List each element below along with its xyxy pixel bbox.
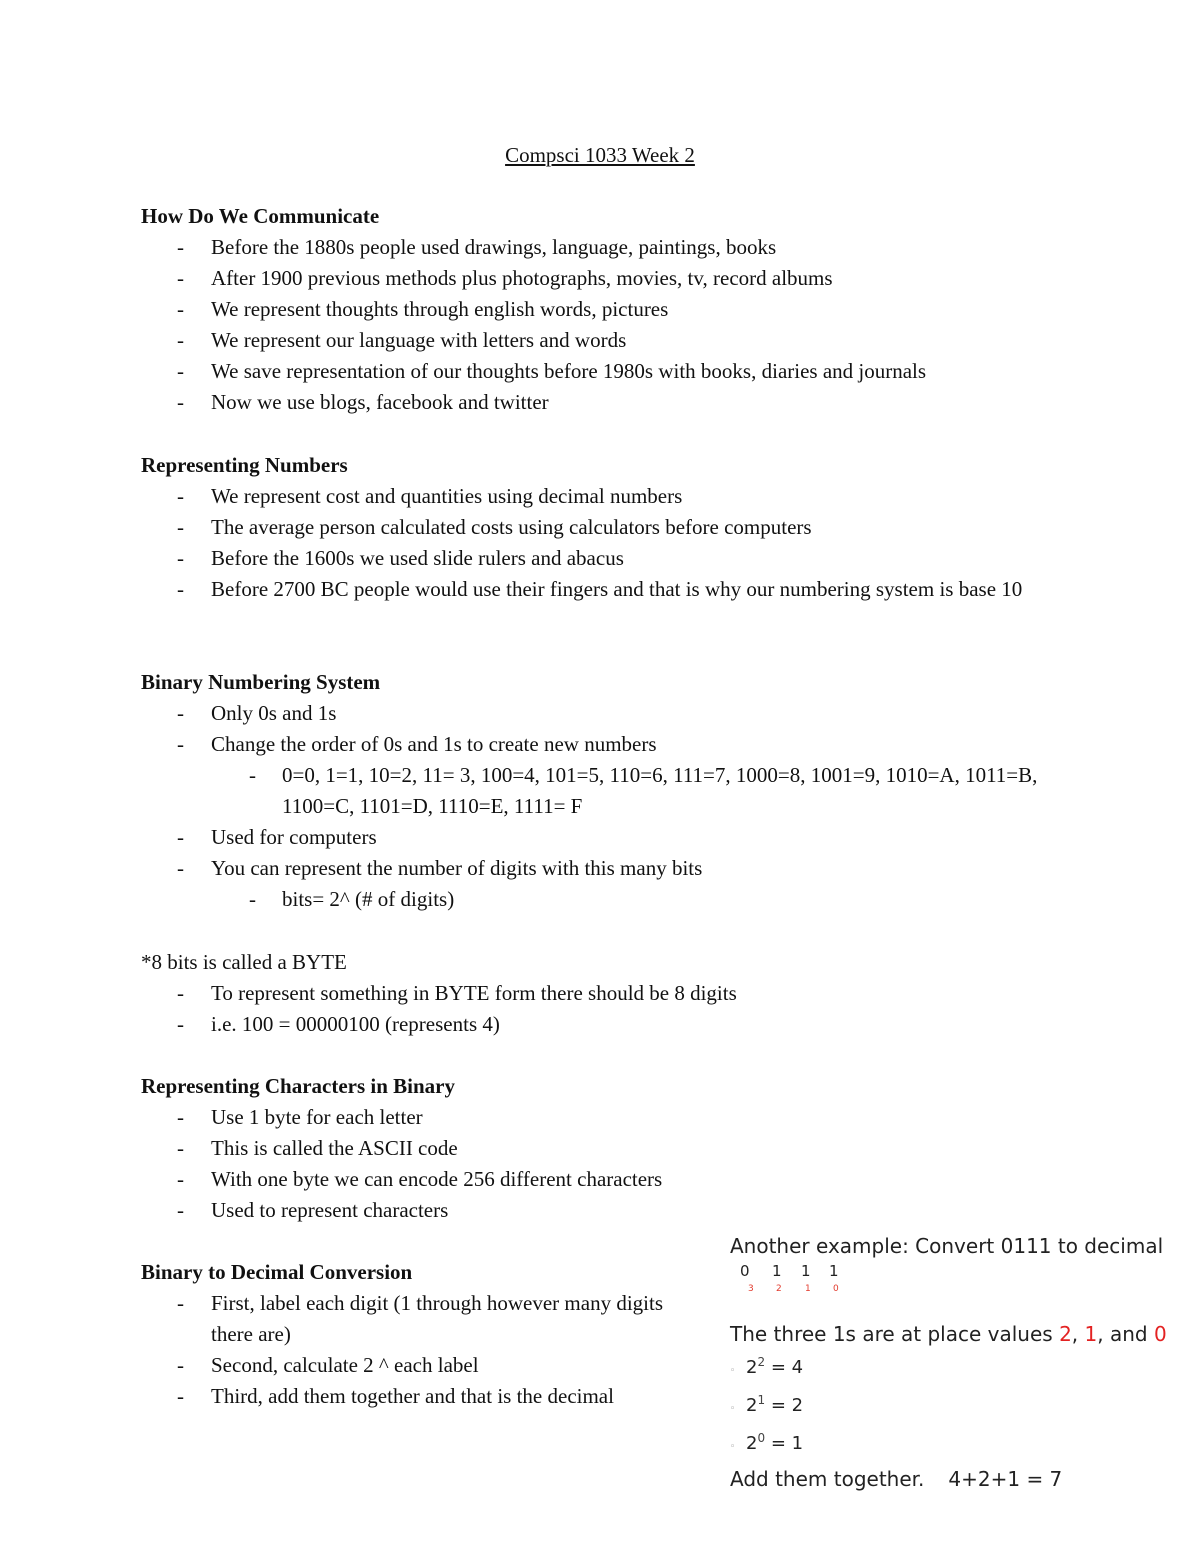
bullet-list	[141, 978, 1061, 1040]
list-item: - Before the 1600s we used slide rulers and abacus	[141, 543, 1061, 574]
sum-result: 4+2+1 = 7	[948, 1467, 1063, 1491]
page-title: Compsci 1033 Week 2	[505, 143, 695, 167]
power-base: 2	[746, 1433, 758, 1454]
digit: 0	[740, 1262, 750, 1280]
power-result: = 1	[765, 1433, 804, 1454]
bullet-icon: ◦	[730, 1366, 736, 1376]
bullet-list	[141, 698, 1061, 915]
list-item: - First, label each digit (1 through however many digits there are)	[141, 1288, 671, 1350]
place-value: 1	[1084, 1322, 1098, 1346]
section-binary-numbering	[141, 667, 1061, 915]
section-binary-to-decimal	[141, 1257, 701, 1412]
section-heading: Representing Numbers	[141, 453, 348, 477]
list-item: - Now we use blogs, facebook and twitter	[141, 387, 1061, 418]
sub-list-item: - bits= 2^ (# of digits)	[141, 884, 1061, 915]
list-item: - Before the 1880s people used drawings, language, paintings, books	[141, 232, 1061, 263]
section-heading: Binary to Decimal Conversion	[141, 1260, 413, 1284]
place-label: 1	[805, 1284, 811, 1294]
list-item: - Third, add them together and that is the decimal	[141, 1381, 671, 1412]
list-item: - After 1900 previous methods plus photographs, movies, tv, record albums	[141, 263, 1061, 294]
section-heading: Representing Characters in Binary	[141, 1074, 456, 1098]
power-row	[730, 1348, 1170, 1386]
bullet-icon: ◦	[730, 1442, 736, 1452]
place-values-text: The three 1s are at place values	[730, 1322, 1060, 1346]
list-item: - The average person calculated costs using calculators before computers	[141, 512, 1061, 543]
bullet-list	[141, 481, 1061, 605]
list-item: - We represent our language with letters and words	[141, 325, 1061, 356]
separator: , and	[1097, 1322, 1154, 1346]
bullet-icon: ◦	[730, 1404, 736, 1414]
list-item: - Used for computers	[141, 822, 1061, 853]
example-place-labels	[730, 1282, 1170, 1304]
list-item: - This is called the ASCII code	[141, 1133, 1061, 1164]
place-label: 0	[833, 1284, 839, 1294]
digit: 1	[801, 1262, 811, 1280]
list-item: - We represent thoughts through english words, pictures	[141, 294, 1061, 325]
list-item: - We save representation of our thoughts before 1980s with books, diaries and journals	[141, 356, 1061, 387]
power-row	[730, 1386, 1170, 1424]
power-base: 2	[746, 1395, 758, 1416]
power-exponent: 2	[757, 1355, 766, 1369]
separator: ,	[1071, 1322, 1085, 1346]
power-row	[730, 1424, 1170, 1462]
power-base: 2	[746, 1357, 758, 1378]
list-item: - i.e. 100 = 00000100 (represents 4)	[141, 1009, 1061, 1040]
place-value: 0	[1153, 1322, 1167, 1346]
list-item: - Only 0s and 1s	[141, 698, 1061, 729]
bullet-list	[141, 1288, 701, 1412]
list-item: - Before 2700 BC people would use their fingers and that is why our numbering system is base 10	[141, 574, 1051, 605]
list-item: - Second, calculate 2 ^ each label	[141, 1350, 671, 1381]
example-digits	[730, 1260, 1170, 1282]
example-title: Another example: Convert 0111 to decimal	[730, 1234, 1164, 1258]
place-label: 2	[776, 1284, 782, 1294]
place-label: 3	[748, 1284, 754, 1294]
section-communicate	[141, 201, 1061, 418]
bullet-list	[141, 1102, 1061, 1226]
digit: 1	[772, 1262, 782, 1280]
list-item: - Use 1 byte for each letter	[141, 1102, 1061, 1133]
sum-label: Add them together.	[730, 1467, 925, 1491]
sub-list-item: - 0=0, 1=1, 10=2, 11= 3, 100=4, 101=5, 110=6, 111=7, 1000=8, 1001=9, 1010=A, 1011=B, 1100=C, 1101=D, 1110=E, 1111= F	[141, 760, 1062, 822]
place-value: 2	[1059, 1322, 1072, 1346]
byte-note: *8 bits is called a BYTE	[141, 950, 347, 974]
section-heading: How Do We Communicate	[141, 204, 380, 228]
section-characters-binary	[141, 1071, 1061, 1226]
power-result: = 4	[765, 1357, 804, 1378]
example-image	[730, 1232, 1170, 1494]
list-item: - Change the order of 0s and 1s to create new numbers	[141, 729, 1061, 760]
bullet-list	[141, 232, 1061, 418]
list-item: - You can represent the number of digits with this many bits	[141, 853, 1061, 884]
section-heading: Binary Numbering System	[141, 670, 381, 694]
list-item: - With one byte we can encode 256 different characters	[141, 1164, 1061, 1195]
example-sum	[730, 1464, 1170, 1494]
power-result: = 2	[765, 1395, 804, 1416]
example-place-values	[730, 1320, 1170, 1348]
power-exponent: 1	[757, 1393, 766, 1407]
list-item: - We represent cost and quantities using decimal numbers	[141, 481, 1061, 512]
list-item: - Used to represent characters	[141, 1195, 1061, 1226]
power-exponent: 0	[757, 1431, 766, 1445]
section-byte	[141, 947, 1061, 1040]
section-representing-numbers	[141, 450, 1061, 605]
list-item: - To represent something in BYTE form there should be 8 digits	[141, 978, 1061, 1009]
digit: 1	[829, 1262, 839, 1280]
